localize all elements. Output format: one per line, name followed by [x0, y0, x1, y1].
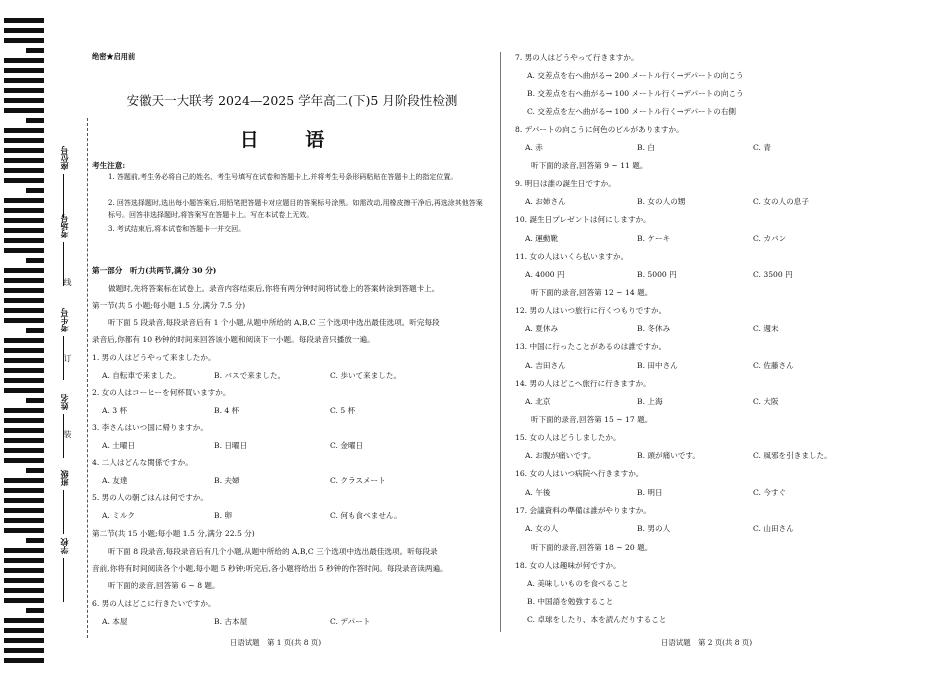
binding-stripe: [4, 358, 44, 363]
binding-stripe: [4, 238, 44, 243]
question-8-options: [525, 142, 915, 152]
binding-stripe: [4, 248, 44, 253]
option-a: A. 3 杯: [102, 406, 128, 415]
binding-stripe: [4, 128, 44, 133]
part1-instruction: 做题时,先将答案标在试卷上。录音内容结束后,你将有两分钟时间将试卷上的答案转涂到答题卡上。: [108, 284, 440, 293]
binding-stripe: [4, 278, 44, 283]
binding-stripe: [4, 478, 44, 483]
question-12-options: [525, 323, 915, 333]
binding-stripe: [26, 48, 44, 53]
option-b: B. 頭が痛いです。: [637, 451, 700, 460]
option-c: C. 今すぐ: [753, 488, 787, 497]
question-3-options: [102, 440, 492, 450]
option-b: B. 田中さん: [637, 361, 678, 370]
subject-title: 日 语: [239, 129, 345, 151]
option-c: C. 5 杯: [330, 406, 356, 415]
binding-stripe: [4, 578, 44, 583]
listen-instruction-12-14: 听下面的录音,回答第 12 ~ 14 题。: [531, 288, 653, 297]
binding-stripe: [4, 28, 44, 33]
binding-stripe: [26, 468, 44, 473]
page-1-footer: 日语试题 第 1 页(共 8 页): [230, 638, 322, 647]
notice-1: 1. 答题前,考生务必将自己的姓名、考生号填写在试卷和答题卡上,并将考生号条形码粘贴在答题卡上的指定位置。: [108, 173, 458, 181]
listen-instruction-18-20: 听下面的录音,回答第 18 ~ 20 题。: [531, 543, 653, 552]
binding-stripe: [4, 68, 44, 73]
binding-stripe: [4, 598, 44, 603]
option-c: C. 何も食べません。: [330, 511, 402, 520]
question-15: 15. 女の人はどうしましたか。: [515, 433, 621, 442]
page-2-footer: 日语试题 第 2 页(共 8 页): [661, 638, 753, 647]
class-label: 班级: [58, 470, 69, 534]
question-6-options: [102, 616, 492, 626]
option-a: A. 女の人: [525, 524, 559, 533]
exam-title: 安徽天一大联考 2024—2025 学年高二(下)5 月阶段性检测: [126, 93, 458, 108]
question-17-options: [525, 523, 915, 533]
question-2: 2. 女の人はコーヒーを何杯買いますか。: [92, 388, 231, 397]
page-divider: [500, 52, 501, 632]
binding-stripe: [4, 178, 44, 183]
binding-stripe: [4, 488, 44, 493]
option-a: A. 午後: [525, 488, 551, 497]
binding-stripe: [4, 628, 44, 633]
binding-stripe: [26, 258, 44, 263]
question-1-options: [102, 370, 492, 380]
binding-cut-line: [87, 118, 88, 638]
binding-mark-pack: 装: [63, 430, 72, 438]
question-1: 1. 男の人はどうやって来ましたか。: [92, 353, 216, 362]
question-18-option-b: B. 中国語を勉強すること: [527, 597, 614, 606]
listen-instruction-6-8: 听下面的录音,回答第 6 ~ 8 题。: [108, 581, 220, 590]
binding-stripe: [4, 638, 44, 643]
option-a: A. お腹が痛いです。: [525, 451, 596, 460]
option-b: B. 5000 円: [637, 270, 677, 279]
binding-stripe: [4, 108, 44, 113]
binding-margin: [46, 18, 94, 668]
question-7: 7. 男の人はどうやって行きますか。: [515, 53, 639, 62]
binding-stripe: [4, 198, 44, 203]
section1-instruction-2: 录音后,你都有 10 秒钟的时间来回答该小题和阅读下一小题。每段录音只播放一遍。: [92, 335, 375, 344]
option-a: A. 夏休み: [525, 324, 559, 333]
binding-stripe: [4, 58, 44, 63]
question-10-options: [525, 233, 915, 243]
binding-stripe: [4, 518, 44, 523]
question-5-options: [102, 510, 492, 520]
section2-instruction-1: 听下面 8 段录音,每段录音后有几个小题,从题中所给的 A,B,C 三个选项中选出最佳选项。听每段录: [108, 547, 438, 556]
option-c: C. 週末: [753, 324, 779, 333]
question-4: 4. 二人はどんな関係ですか。: [92, 458, 193, 467]
option-c: C. 山田さん: [753, 524, 794, 533]
question-15-options: [525, 450, 915, 460]
section1-instruction-1: 听下面 5 段录音,每段录音后有 1 个小题,从题中所给的 A,B,C 三个选项中选出最佳选项。听完每段: [108, 318, 440, 327]
question-18-option-c: C. 卓球をしたり、本を読んだりすること: [527, 615, 667, 624]
section2-instruction-2: 音前,你将有时间阅读各个小题,每小题 5 秒钟;听完后,各小题将给出 5 秒钟的作答时间。每段录音读两遍。: [92, 564, 448, 573]
notice-heading: 考生注意:: [92, 161, 126, 170]
binding-stripes: [0, 18, 46, 676]
binding-stripe: [4, 528, 44, 533]
listen-instruction-15-17: 听下面的录音,回答第 15 ~ 17 题。: [531, 415, 653, 424]
option-b: B. 4 杯: [214, 406, 240, 415]
option-c: C. 歩いて来ました。: [330, 371, 402, 380]
binding-stripe: [4, 338, 44, 343]
binding-stripe: [26, 188, 44, 193]
question-12: 12. 男の人はいつ旅行に行くつもりですか。: [515, 306, 667, 315]
option-b: B. ケーキ: [637, 234, 671, 243]
option-b: B. 冬休み: [637, 324, 671, 333]
binding-stripe: [4, 298, 44, 303]
name-label: 姓名: [58, 394, 69, 458]
option-c: C. デパート: [330, 617, 371, 626]
binding-stripe: [26, 328, 44, 333]
question-7-option-a: A. 交差点を右へ曲がる→ 200 メートル行く→デパートの向こう: [527, 71, 744, 80]
binding-stripe: [26, 118, 44, 123]
option-c: C. 金曜日: [330, 441, 364, 450]
question-3: 3. 李さんはいつ国に帰りますか。: [92, 423, 208, 432]
option-b: B. 日曜日: [214, 441, 248, 450]
binding-mark-line: 线: [63, 278, 72, 286]
binding-stripe: [4, 168, 44, 173]
question-7-option-b: B. 交差点を右へ曲がる→ 100 メートル行く→デパートの向こう: [527, 89, 744, 98]
binding-stripe: [4, 268, 44, 273]
binding-stripe: [4, 368, 44, 373]
option-a: A. 友達: [102, 476, 128, 485]
option-c: C. 3500 円: [753, 270, 793, 279]
binding-stripe: [4, 508, 44, 513]
question-16-options: [525, 487, 915, 497]
binding-stripe: [4, 218, 44, 223]
secret-label: 绝密★启用前: [92, 52, 136, 61]
option-b: B. 男の人: [637, 524, 671, 533]
option-b: B. 上海: [637, 397, 663, 406]
binding-stripe: [4, 318, 44, 323]
notice-2: 2. 回答选择题时,选出每小题答案后,用铅笔把答题卡对应题目的答案标号涂黑。如需改动,用橡皮擦干净后,再选涂其他答案标号。回答非选择题时,将答案写在答题卡上。写在本试卷上无效。: [108, 199, 483, 219]
option-c: C. 青: [753, 143, 771, 152]
option-a: A. 吉田さん: [525, 361, 566, 370]
question-8: 8. デパートの向こうに何色のビルがありますか。: [515, 125, 684, 134]
option-b: B. 明日: [637, 488, 663, 497]
question-2-options: [102, 405, 492, 415]
binding-stripe: [4, 138, 44, 143]
binding-stripe: [4, 648, 44, 653]
question-14: 14. 男の人はどこへ旅行に行きますか。: [515, 379, 651, 388]
option-b: B. 卵: [214, 511, 233, 520]
binding-stripe: [26, 398, 44, 403]
part1-heading: 第一部分 听力(共两节,满分 30 分): [92, 266, 217, 275]
binding-stripe: [4, 308, 44, 313]
question-4-options: [102, 475, 492, 485]
option-a: A. 土曜日: [102, 441, 136, 450]
binding-stripe: [4, 448, 44, 453]
binding-stripe: [4, 558, 44, 563]
option-c: C. 女の人の息子: [753, 197, 809, 206]
binding-stripe: [4, 228, 44, 233]
listen-instruction-9-11: 听下面的录音,回答第 9 ~ 11 题。: [531, 161, 648, 170]
question-18-option-a: A. 美味しいものを食べること: [527, 579, 629, 588]
option-b: B. バスで来ました。: [214, 371, 286, 380]
binding-stripe: [4, 348, 44, 353]
binding-stripe: [4, 458, 44, 463]
option-b: B. 夫婦: [214, 476, 240, 485]
binding-stripe: [4, 158, 44, 163]
binding-stripe: [4, 88, 44, 93]
binding-stripe: [4, 208, 44, 213]
binding-stripe: [4, 38, 44, 43]
binding-stripe: [4, 78, 44, 83]
binding-stripe: [26, 538, 44, 543]
section1-heading: 第一节(共 5 小题;每小题 1.5 分,满分 7.5 分): [92, 301, 246, 310]
binding-stripe: [4, 408, 44, 413]
school-label: 学校: [58, 538, 69, 602]
binding-stripe: [4, 98, 44, 103]
binding-stripe: [4, 428, 44, 433]
question-13: 13. 中国に行ったことがあるのは誰ですか。: [515, 342, 667, 351]
binding-stripe: [4, 548, 44, 553]
binding-stripe: [4, 418, 44, 423]
section2-heading: 第二节(共 15 小题;每小题 1.5 分,满分 22.5 分): [92, 529, 255, 538]
seat-number-label: 座位号: [58, 146, 69, 218]
option-a: A. 本屋: [102, 617, 128, 626]
option-a: A. お姉さん: [525, 197, 566, 206]
notice-3: 3. 考试结束后,将本试卷和答题卡一并交回。: [108, 225, 246, 233]
binding-stripe: [4, 378, 44, 383]
option-a: A. ミルク: [102, 511, 135, 520]
binding-stripe: [4, 498, 44, 503]
binding-stripe: [4, 618, 44, 623]
binding-stripe: [4, 18, 44, 23]
option-a: A. 運動靴: [525, 234, 559, 243]
option-c: C. クラスメート: [330, 476, 386, 485]
binding-mark-order: 订: [63, 354, 72, 362]
question-13-options: [525, 360, 915, 370]
option-c: C. 佐藤さん: [753, 361, 794, 370]
option-b: B. 女の人の甥: [637, 197, 686, 206]
binding-stripe: [4, 438, 44, 443]
option-b: B. 古本屋: [214, 617, 248, 626]
option-c: C. 風邪を引きました。: [753, 451, 832, 460]
question-9-options: [525, 196, 915, 206]
option-a: A. 赤: [525, 143, 543, 152]
question-7-option-c: C. 交差点を左へ曲がる→ 100 メートル行く→デパートの右側: [527, 107, 737, 116]
option-b: B. 白: [637, 143, 656, 152]
question-16: 16. 女の人はいつ病院へ行きますか。: [515, 469, 644, 478]
question-6: 6. 男の人はどこに行きたいですか。: [92, 599, 216, 608]
question-11: 11. 女の人はいくら払いますか。: [515, 252, 629, 261]
question-10: 10. 誕生日プレゼントは何にしますか。: [515, 215, 651, 224]
option-c: C. カバン: [753, 234, 787, 243]
binding-stripe: [4, 148, 44, 153]
student-number-label: 考生号: [58, 308, 69, 380]
option-a: A. 自転車で来ました。: [102, 371, 181, 380]
binding-stripe: [4, 288, 44, 293]
binding-stripe: [26, 608, 44, 613]
binding-stripe: [4, 388, 44, 393]
question-9: 9. 明日は誰の誕生日ですか。: [515, 179, 616, 188]
binding-stripe: [4, 568, 44, 573]
option-a: A. 4000 円: [525, 270, 565, 279]
option-a: A. 北京: [525, 397, 551, 406]
question-5: 5. 男の人の朝ごはんは何ですか。: [92, 493, 208, 502]
option-c: C. 大阪: [753, 397, 779, 406]
question-14-options: [525, 396, 915, 406]
binding-stripe: [4, 588, 44, 593]
question-17: 17. 会議資料の準備は誰がやりますか。: [515, 506, 651, 515]
binding-stripe: [4, 658, 44, 663]
question-11-options: [525, 269, 915, 279]
question-18: 18. 女の人は趣味が何ですか。: [515, 561, 621, 570]
exam-room-label: 考场号: [58, 214, 69, 286]
